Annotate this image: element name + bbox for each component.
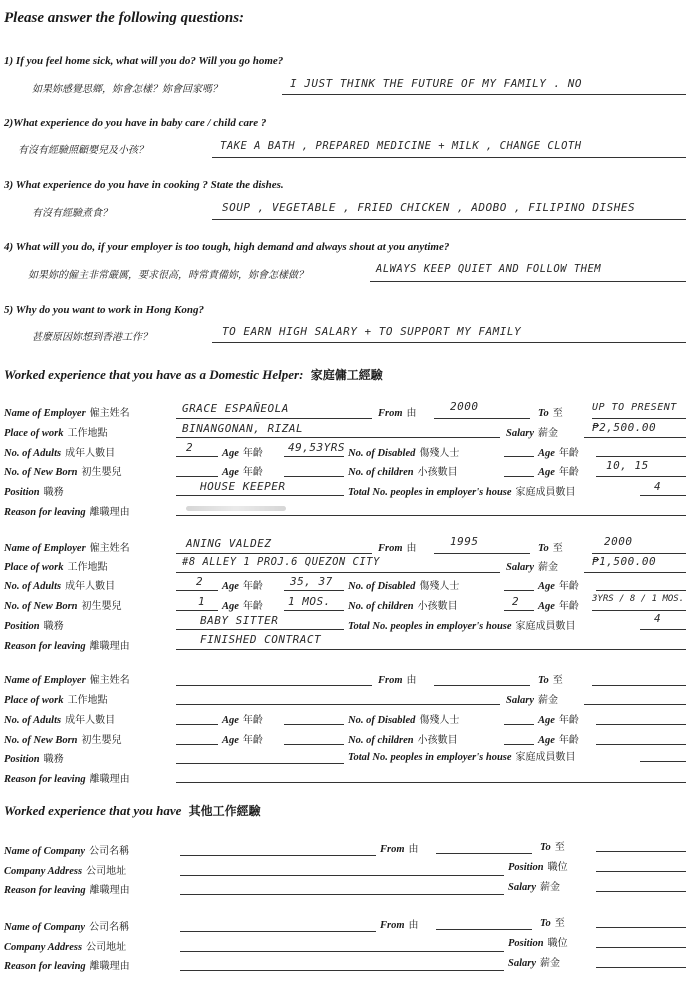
question-1-zh: 如果妳感覺思鄉，妳會怎樣？妳會回家嗎？ — [32, 84, 222, 95]
position-value[interactable]: HOUSE KEEPER — [200, 480, 286, 493]
age-label: Age 年齡 — [538, 735, 579, 746]
place-label: Place of work 工作地點 — [4, 562, 108, 573]
position-label: Position 職務 — [4, 621, 64, 632]
answer-2[interactable]: TAKE A BATH , PREPARED MEDICINE + MILK , CHANGE CLOTH — [220, 140, 582, 152]
newborn-label: No. of New Born 初生嬰兒 — [4, 601, 122, 612]
to-label: To 至 — [538, 543, 563, 554]
children-age-line[interactable] — [596, 744, 686, 745]
adults-label: No. of Adults 成年人數目 — [4, 715, 116, 726]
erased-text-smudge — [186, 506, 286, 511]
position-line[interactable] — [596, 947, 686, 948]
age-label: Age 年齡 — [222, 715, 263, 726]
children-label: No. of children 小孩數目 — [348, 467, 458, 478]
salary-line — [584, 572, 686, 573]
reason-value[interactable]: FINISHED CONTRACT — [200, 633, 322, 646]
newborn-line — [176, 610, 218, 611]
reason-line — [176, 515, 686, 516]
to-label: To 至 — [540, 842, 565, 853]
salary-value[interactable]: ₱1,500.00 — [592, 555, 657, 568]
adults-value[interactable]: 2 — [196, 575, 204, 588]
question-2-zh: 有沒有經驗照顧嬰兒及小孩？ — [18, 145, 148, 156]
newborn-value[interactable]: 1 — [198, 595, 206, 608]
from-line[interactable] — [436, 853, 532, 854]
age-label: Age 年齡 — [222, 448, 263, 459]
adults-line[interactable] — [176, 724, 218, 725]
disabled-label: No. of Disabled 傷殘人士 — [348, 581, 460, 592]
to-line — [592, 418, 686, 419]
from-label: From 由 — [380, 844, 419, 855]
from-value[interactable]: 1995 — [450, 535, 479, 548]
newborn-age-line — [284, 476, 344, 477]
answer-1[interactable]: I JUST THINK THE FUTURE OF MY FAMILY . NO — [290, 77, 583, 90]
position-label: Position 職務 — [4, 754, 64, 765]
question-2: 2)What experience do you have in baby care / child care ? — [4, 117, 267, 129]
age-label: Age 年齡 — [538, 601, 579, 612]
reason-label: Reason for leaving 離職理由 — [4, 885, 130, 896]
age-label: Age 年齡 — [538, 581, 579, 592]
question-3: 3) What experience do you have in cooking ? State the dishes. — [4, 179, 284, 191]
company-address-label: Company Address 公司地址 — [4, 866, 127, 877]
newborn-label: No. of New Born 初生嬰兒 — [4, 735, 122, 746]
to-label: To 至 — [540, 918, 565, 929]
adults-age-line[interactable] — [284, 724, 344, 725]
position-line[interactable] — [176, 763, 344, 764]
salary-line[interactable] — [596, 967, 686, 968]
employer-name-label: Name of Employer 僱主姓名 — [4, 408, 130, 419]
disabled-line — [504, 456, 534, 457]
employer-name-value[interactable]: GRACE ESPAÑEOLA — [182, 402, 289, 415]
question-4: 4) What will you do, if your employer is too tough, high demand and always shout at you anytime? — [4, 241, 450, 253]
children-value[interactable]: 2 — [512, 595, 520, 608]
position-line — [176, 495, 344, 496]
company-address-line[interactable] — [180, 951, 504, 952]
position-label: Position 職位 — [508, 862, 568, 873]
company-name-label: Name of Company 公司名稱 — [4, 922, 130, 933]
employer-name-label: Name of Employer 僱主姓名 — [4, 543, 130, 554]
company-address-line[interactable] — [180, 875, 504, 876]
newborn-age-line — [284, 610, 344, 611]
employer-name-value[interactable]: ANING VALDEZ — [186, 537, 272, 550]
answer-5[interactable]: TO EARN HIGH SALARY + TO SUPPORT MY FAMILY — [222, 325, 522, 338]
salary-line[interactable] — [584, 704, 686, 705]
reason-line[interactable] — [180, 894, 504, 895]
newborn-line — [176, 476, 218, 477]
total-line[interactable] — [640, 761, 686, 762]
answer-3-line — [212, 219, 686, 220]
total-line — [640, 629, 686, 630]
place-value[interactable]: #8 ALLEY 1 PROJ.6 QUEZON CITY — [182, 556, 380, 568]
adults-label: No. of Adults 成年人數目 — [4, 448, 116, 459]
place-label: Place of work 工作地點 — [4, 428, 108, 439]
reason-label: Reason for leaving 離職理由 — [4, 507, 130, 518]
place-value[interactable]: BINANGONAN, RIZAL — [182, 422, 304, 435]
total-label: Total No. peoples in employer's house 家庭成員數目 — [348, 621, 576, 632]
company-address-label: Company Address 公司地址 — [4, 942, 127, 953]
children-label: No. of children 小孩數目 — [348, 735, 458, 746]
newborn-age-value[interactable]: 1 MOS. — [288, 595, 331, 608]
other-section-title: Worked experience that you have 其他工作經驗 — [4, 803, 261, 818]
to-label: To 至 — [538, 408, 563, 419]
children-label: No. of children 小孩數目 — [348, 601, 458, 612]
reason-line[interactable] — [180, 970, 504, 971]
total-value[interactable]: 4 — [654, 480, 662, 493]
question-3-zh: 有沒有經驗煮食？ — [32, 208, 112, 219]
answer-4-line — [370, 281, 686, 282]
salary-line[interactable] — [596, 891, 686, 892]
reason-label: Reason for leaving 離職理由 — [4, 961, 130, 972]
adults-line — [176, 456, 218, 457]
children-age-line — [592, 610, 686, 611]
adults-age-value[interactable]: 35, 37 — [290, 575, 333, 588]
from-label: From 由 — [378, 543, 417, 554]
page-title: Please answer the following questions: — [4, 10, 245, 26]
to-label: To 至 — [538, 675, 563, 686]
answer-5-line — [212, 342, 686, 343]
company-name-line[interactable] — [180, 855, 376, 856]
position-value[interactable]: BABY SITTER — [200, 614, 279, 627]
children-age-line — [596, 476, 686, 477]
newborn-line[interactable] — [176, 744, 218, 745]
answer-3[interactable]: SOUP , VEGETABLE , FRIED CHICKEN , ADOBO , FILIPINO DISHES — [222, 201, 636, 214]
answer-2-line — [212, 157, 686, 158]
from-label: From 由 — [378, 408, 417, 419]
newborn-age-line[interactable] — [284, 744, 344, 745]
age-label: Age 年齡 — [222, 735, 263, 746]
question-5: 5) Why do you want to work in Hong Kong? — [4, 304, 204, 316]
to-value[interactable]: UP TO PRESENT — [592, 402, 677, 413]
position-label: Position 職務 — [4, 487, 64, 498]
place-line — [176, 572, 500, 573]
newborn-label: No. of New Born 初生嬰兒 — [4, 467, 122, 478]
children-line — [504, 476, 534, 477]
place-line — [176, 437, 500, 438]
place-line[interactable] — [176, 704, 500, 705]
adults-age-line — [284, 590, 344, 591]
from-line — [434, 418, 530, 419]
salary-label: Salary 薪金 — [508, 958, 561, 969]
disabled-line[interactable] — [504, 724, 534, 725]
adults-age-value[interactable]: 49,53YRS — [288, 441, 345, 454]
total-label: Total No. peoples in employer's house 家庭成員數目 — [348, 752, 576, 763]
disabled-label: No. of Disabled 傷殘人士 — [348, 448, 460, 459]
place-label: Place of work 工作地點 — [4, 695, 108, 706]
total-value[interactable]: 4 — [654, 612, 662, 625]
from-line — [434, 553, 530, 554]
salary-line — [584, 437, 686, 438]
company-name-label: Name of Company 公司名稱 — [4, 846, 130, 857]
age-label: Age 年齡 — [222, 467, 263, 478]
employer-name-line[interactable] — [176, 685, 372, 686]
total-label: Total No. peoples in employer's house 家庭成員數目 — [348, 487, 576, 498]
children-line — [504, 610, 534, 611]
from-line[interactable] — [434, 685, 530, 686]
company-name-line[interactable] — [180, 931, 376, 932]
to-value[interactable]: 2000 — [604, 535, 633, 548]
salary-label: Salary 薪金 — [506, 695, 559, 706]
adults-line — [176, 590, 218, 591]
children-line[interactable] — [504, 744, 534, 745]
salary-label: Salary 薪金 — [506, 562, 559, 573]
adults-label: No. of Adults 成年人數目 — [4, 581, 116, 592]
to-line[interactable] — [596, 927, 686, 928]
to-line[interactable] — [596, 851, 686, 852]
from-line[interactable] — [436, 929, 532, 930]
age-label: Age 年齡 — [538, 715, 579, 726]
salary-label: Salary 薪金 — [506, 428, 559, 439]
reason-line[interactable] — [176, 782, 686, 783]
total-line — [640, 495, 686, 496]
adults-value[interactable]: 2 — [186, 441, 194, 454]
to-line — [592, 553, 686, 554]
age-label: Age 年齡 — [222, 581, 263, 592]
question-5-zh: 甚麼原因妳想到香港工作？ — [32, 332, 152, 343]
disabled-age-line — [596, 590, 686, 591]
children-age-value[interactable]: 10, 15 — [606, 459, 649, 472]
position-line[interactable] — [596, 871, 686, 872]
employer-name-line — [176, 418, 372, 419]
from-label: From 由 — [380, 920, 419, 931]
to-line[interactable] — [592, 685, 686, 686]
age-label: Age 年齡 — [538, 448, 579, 459]
disabled-age-line — [596, 456, 686, 457]
children-age-value[interactable]: 3YRS / 8 / 1 MOS. — [592, 594, 685, 604]
age-label: Age 年齡 — [222, 601, 263, 612]
disabled-line — [504, 590, 534, 591]
dh-section-title: Worked experience that you have as a Domestic Helper: 家庭傭工經驗 — [4, 367, 383, 382]
age-label: Age 年齡 — [538, 467, 579, 478]
salary-label: Salary 薪金 — [508, 882, 561, 893]
employer-name-line — [176, 553, 372, 554]
answer-1-line — [282, 94, 686, 95]
adults-age-line — [284, 456, 344, 457]
answer-4[interactable]: ALWAYS KEEP QUIET AND FOLLOW THEM — [376, 263, 602, 275]
position-line — [176, 629, 344, 630]
employer-name-label: Name of Employer 僱主姓名 — [4, 675, 130, 686]
disabled-age-line[interactable] — [596, 724, 686, 725]
question-1: 1) If you feel home sick, what will you do? Will you go home? — [4, 55, 284, 67]
disabled-label: No. of Disabled 傷殘人士 — [348, 715, 460, 726]
salary-value[interactable]: ₱2,500.00 — [592, 421, 657, 434]
reason-line — [176, 649, 686, 650]
question-4-zh: 如果妳的僱主非常嚴厲，要求很高，時常責備妳，妳會怎樣做？ — [28, 270, 308, 281]
reason-label: Reason for leaving 離職理由 — [4, 774, 130, 785]
from-label: From 由 — [378, 675, 417, 686]
from-value[interactable]: 2000 — [450, 400, 479, 413]
reason-label: Reason for leaving 離職理由 — [4, 641, 130, 652]
position-label: Position 職位 — [508, 938, 568, 949]
